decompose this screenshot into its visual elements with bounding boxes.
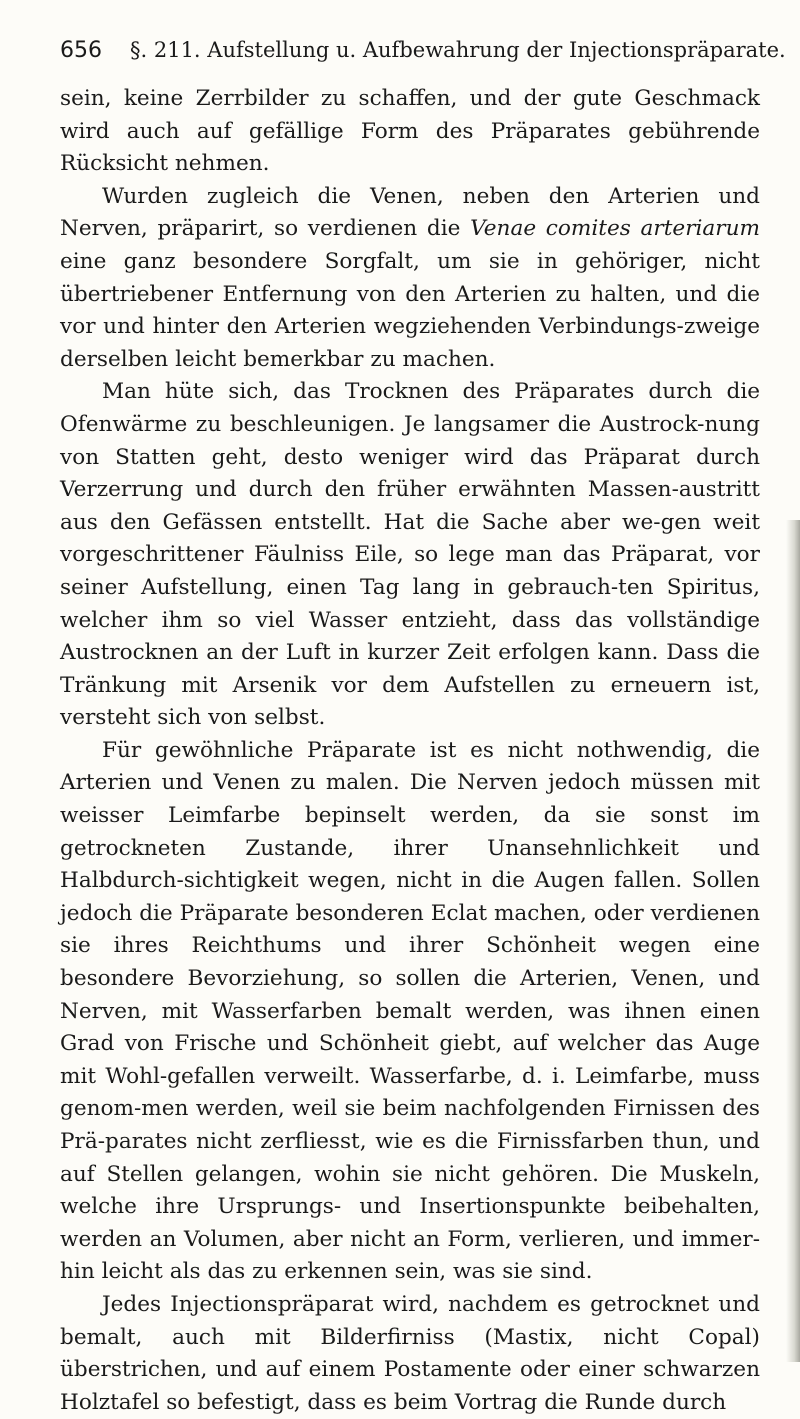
running-title: §. 211. Aufstellung u. Aufbewahrung der Injectionspräparate. <box>130 38 786 62</box>
page-number: 656 <box>60 38 102 63</box>
paragraph-4: Für gewöhnliche Präparate ist es nicht nothwendig, die Arterien und Venen zu malen. Die Nerven jedoch müssen mit weisser Leimfarbe bepinselt werden, da sie sonst im getrockneten Zustande, ihrer Unansehnlichkeit und Halbdurch-sichtigkeit wegen, nicht in die Augen fallen. Sollen jedoch die Präparate besonderen Eclat machen, oder verdienen sie ihres Reichthums und ihrer Schönheit wegen eine besondere Bevorziehung, so sollen die Arterien, Venen, und Nerven, mit Wasserfarben bemalt werden, was ihnen einen Grad von Frische und Schönheit giebt, auf welcher das Auge mit Wohl-gefallen verweilt. Wasserfarbe, d. i. Leimfarbe, muss genom-men werden, weil sie beim nachfolgenden Firnissen des Prä-parates nicht zerfliesst, wie es die Firnissfarben thun, und auf Stellen gelangen, wohin sie nicht gehören. Die Muskeln, welche ihre Ursprungs- und Insertionspunkte beibehalten, werden an Volumen, aber nicht an Form, verlieren, und immer-hin leicht als das zu erkennen sein, was sie sind. <box>60 737 760 1285</box>
paragraph-2-after: eine ganz besondere Sorgfalt, um sie in gehöriger, nicht übertriebener Entfernung von den Arterien zu halten, und die vor und hinter den Arterien wegziehenden Verbindungs-zweige derselben leicht bemerkbar zu machen. <box>60 248 760 372</box>
paragraph-2 <box>60 181 760 377</box>
paragraph-5: Jedes Injectionspräparat wird, nachdem es getrocknet und bemalt, auch mit Bilderfirniss (Mastix, nicht Copal) überstrichen, und auf einem Postamente oder einer schwarzen Holztafel so befestigt, dass es beim Vortrag die Runde durch <box>60 1291 760 1415</box>
body-text <box>60 83 760 1419</box>
running-header <box>60 38 786 63</box>
latin-term: Venae comites arteriarum <box>470 216 761 242</box>
book-page <box>60 38 786 1419</box>
page-edge-shadow <box>786 520 800 1362</box>
paragraph-2-before: Wurden zugleich die Venen, neben den Arterien und Nerven, präparirt, so verdienen die <box>60 183 760 242</box>
paragraph-1: sein, keine Zerrbilder zu schaffen, und der gute Geschmack wird auch auf gefällige Form des Präparates gebührende Rücksicht nehmen. <box>60 86 760 177</box>
paragraph-3: Man hüte sich, das Trocknen des Präparates durch die Ofenwärme zu beschleunigen. Je langsamer die Austrock-nung von Statten geht, desto weniger wird das Präparat durch Verzerrung und durch den früher erwähnten Massen-austritt aus den Gefässen entstellt. Hat die Sache aber we-gen weit vorgeschrittener Fäulniss Eile, so lege man das Präparat, vor seiner Aufstellung, einen Tag lang in gebrauch-ten Spiritus, welcher ihm so viel Wasser entzieht, dass das vollständige Austrocknen an der Luft in kurzer Zeit erfolgen kann. Dass die Tränkung mit Arsenik vor dem Aufstellen zu erneuern ist, versteht sich von selbst. <box>60 379 760 731</box>
